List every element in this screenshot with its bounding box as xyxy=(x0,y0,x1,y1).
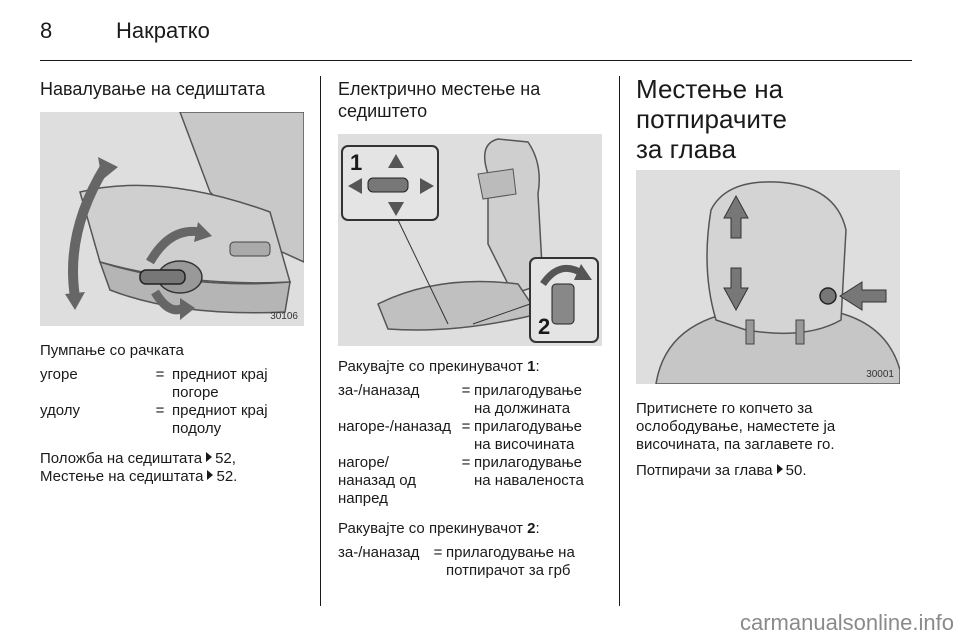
watermark-text: carmanualsonline.info xyxy=(739,610,954,635)
table-row xyxy=(338,454,602,508)
row-value-line: прилагодување xyxy=(474,454,583,471)
row-value xyxy=(172,402,304,438)
column-divider-1 xyxy=(320,76,321,606)
headrest-illustration xyxy=(636,170,900,384)
header-rule xyxy=(40,60,912,61)
table-row xyxy=(40,402,304,438)
cross-reference-text: Положба на седиштата xyxy=(40,450,203,467)
cross-reference-text: Местење на седиштата xyxy=(40,468,204,485)
row-value-line: прилагодување xyxy=(474,382,583,399)
section-heading-electric xyxy=(338,78,602,122)
row-key-line: нагоре/ xyxy=(338,454,389,471)
row-equals: = xyxy=(433,544,443,561)
figure-callout-2: 2 xyxy=(538,314,551,339)
switch-1-definition-table xyxy=(338,382,602,508)
tilt-definition-table xyxy=(40,366,304,438)
figure-callout-1: 1 xyxy=(350,150,363,175)
cross-reference xyxy=(636,462,900,480)
column-divider-2 xyxy=(619,76,620,606)
row-key: нагоре-/наназад xyxy=(338,418,452,435)
electric-seat-figure xyxy=(338,134,602,346)
row-key-line: напред xyxy=(338,490,388,507)
row-value-line: на височината xyxy=(474,436,575,453)
page-ref-arrow-icon xyxy=(207,470,213,480)
row-value-line: предниот крај xyxy=(172,366,268,383)
row-value-line: погоре xyxy=(172,384,219,401)
section-heading-seat-tilt: Навалување на седиштата xyxy=(40,79,266,99)
row-value xyxy=(172,366,304,402)
switch-number: 2 xyxy=(527,520,536,537)
figure-number: 30106 xyxy=(270,311,298,322)
row-equals: = xyxy=(155,402,165,419)
row-equals: = xyxy=(155,366,165,383)
row-value-line: на наваленоста xyxy=(474,472,584,489)
column-seat-tilt xyxy=(40,72,304,486)
row-equals: = xyxy=(461,454,471,471)
switch-intro-tail: : xyxy=(535,520,540,537)
headrest-figure xyxy=(636,170,900,384)
switch-2-definition-table xyxy=(338,544,602,580)
cross-reference-text: Потпирачи за глава xyxy=(636,462,773,479)
column-headrest xyxy=(636,72,900,480)
seat-tilt-figure xyxy=(40,112,304,326)
heading-line: седиштето xyxy=(338,101,428,121)
page-title: Накратко xyxy=(116,18,210,43)
row-equals: = xyxy=(461,382,471,399)
row-value xyxy=(474,454,602,508)
switch-intro-text: Ракувајте со прекинувачот xyxy=(338,520,523,537)
seat-tilt-illustration xyxy=(40,112,304,326)
cross-reference-page: 52, xyxy=(215,450,236,467)
page-ref-arrow-icon xyxy=(206,452,212,462)
heading-line: Електрично местење на xyxy=(338,79,541,99)
electric-seat-illustration xyxy=(338,134,602,346)
cross-reference-page: 50. xyxy=(785,462,807,479)
paragraph-line: ослободување, наместете ја xyxy=(636,418,836,435)
row-key xyxy=(338,454,458,508)
row-value xyxy=(474,418,602,454)
table-row xyxy=(338,418,602,454)
page-header xyxy=(40,16,912,60)
row-equals: = xyxy=(461,418,471,435)
cross-reference xyxy=(40,450,304,486)
paragraph-line: Притиснете го копчето за xyxy=(636,400,813,417)
row-value-line: прилагодување на xyxy=(446,544,575,561)
switch-number: 1 xyxy=(527,358,536,375)
row-key: за-/наназад xyxy=(338,382,420,399)
heading-line: за глава xyxy=(636,134,737,164)
table-row xyxy=(338,544,602,580)
headrest-instructions xyxy=(636,400,900,454)
row-value-line: потпирачот за грб xyxy=(446,562,571,579)
switch-intro-text: Ракувајте со прекинувачот xyxy=(338,358,523,375)
row-key: угоре xyxy=(40,366,78,383)
switch-1-intro xyxy=(338,358,602,376)
table-row xyxy=(40,366,304,402)
row-value-line: подолу xyxy=(172,420,222,437)
switch-intro-tail: : xyxy=(535,358,540,375)
table-row xyxy=(338,382,602,418)
page-number: 8 xyxy=(40,18,53,43)
section-heading-headrest xyxy=(636,74,900,164)
paragraph-line: височината, па заглавете го. xyxy=(636,436,835,453)
row-value xyxy=(474,382,602,418)
row-value-line: предниот крај xyxy=(172,402,268,419)
cross-reference-page: 52. xyxy=(216,468,238,485)
page-ref-arrow-icon xyxy=(777,464,783,474)
row-value xyxy=(446,544,602,580)
row-key-line: наназад од xyxy=(338,472,416,489)
switch-2-intro xyxy=(338,520,602,538)
row-value-line: на должината xyxy=(474,400,571,417)
heading-line: Местење на потпирачите xyxy=(636,74,787,134)
figure-number: 30001 xyxy=(866,369,894,380)
row-key: за-/наназад xyxy=(338,544,420,561)
pump-lever-subheading: Пумпање со рачката xyxy=(40,342,184,359)
row-key: удолу xyxy=(40,402,81,419)
row-value-line: прилагодување xyxy=(474,418,583,435)
column-electric-adjust xyxy=(338,72,602,580)
